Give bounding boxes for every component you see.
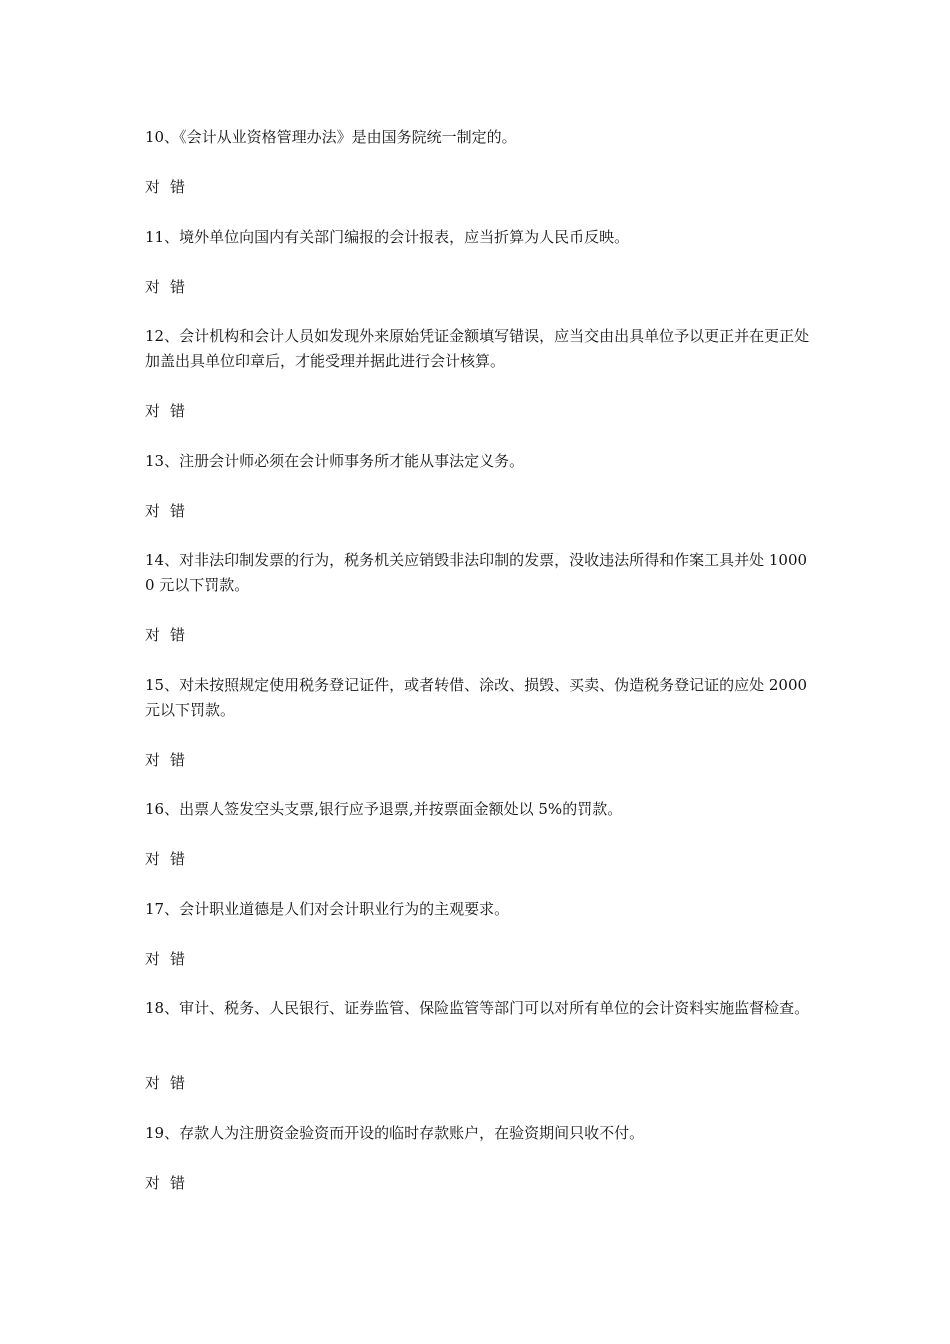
answer-options-15 [145,748,185,773]
option-true[interactable]: 对 [145,626,161,644]
question-16: 16、出票人签发空头支票,银行应予退票,并按票面金额处以 5%的罚款。 [145,800,623,818]
answer-options-14 [145,623,185,648]
answer-options-12 [145,399,185,424]
option-false[interactable]: 错 [170,626,186,644]
option-false[interactable]: 错 [170,178,186,196]
option-false[interactable]: 错 [170,278,186,296]
option-true[interactable]: 对 [145,1174,161,1192]
question-10: 10、《会计从业资格管理办法》是由国务院统一制定的。 [145,128,517,146]
option-true[interactable]: 对 [145,402,161,420]
answer-options-18 [145,1071,185,1096]
option-true[interactable]: 对 [145,278,161,296]
option-true[interactable]: 对 [145,751,161,769]
option-false[interactable]: 错 [170,850,186,868]
answer-options-11 [145,275,185,300]
question-12: 12、会计机构和会计人员如发现外来原始凭证金额填写错误，应当交由出具单位予以更正并在更正处加盖出具单位印章后，才能受理并据此进行会计核算。 [145,327,810,370]
option-true[interactable]: 对 [145,178,161,196]
question-15: 15、对未按照规定使用税务登记证件，或者转借、涂改、损毁、买卖、伪造税务登记证的应处 2000 元以下罚款。 [145,676,808,719]
option-false[interactable]: 错 [170,402,186,420]
option-false[interactable]: 错 [170,502,186,520]
option-true[interactable]: 对 [145,1074,161,1092]
question-11: 11、境外单位向国内有关部门编报的会计报表，应当折算为人民币反映。 [145,228,630,246]
answer-options-13 [145,499,185,524]
option-false[interactable]: 错 [170,751,186,769]
question-17: 17、会计职业道德是人们对会计职业行为的主观要求。 [145,900,510,918]
option-true[interactable]: 对 [145,950,161,968]
question-14: 14、对非法印制发票的行为，税务机关应销毁非法印制的发票，没收违法所得和作案工具并处 10000 元以下罚款。 [145,551,808,594]
option-true[interactable]: 对 [145,850,161,868]
answer-options-16 [145,847,185,872]
answer-options-10 [145,175,185,200]
question-19: 19、存款人为注册资金验资而开设的临时存款账户，在验资期间只收不付。 [145,1124,645,1142]
question-18: 18、审计、税务、人民银行、证券监管、保险监管等部门可以对所有单位的会计资料实施监督检查。 [145,999,810,1017]
question-13: 13、注册会计师必须在会计师事务所才能从事法定义务。 [145,452,525,470]
answer-options-17 [145,947,185,972]
option-true[interactable]: 对 [145,502,161,520]
option-false[interactable]: 错 [170,950,186,968]
option-false[interactable]: 错 [170,1074,186,1092]
option-false[interactable]: 错 [170,1174,186,1192]
answer-options-19 [145,1171,185,1196]
